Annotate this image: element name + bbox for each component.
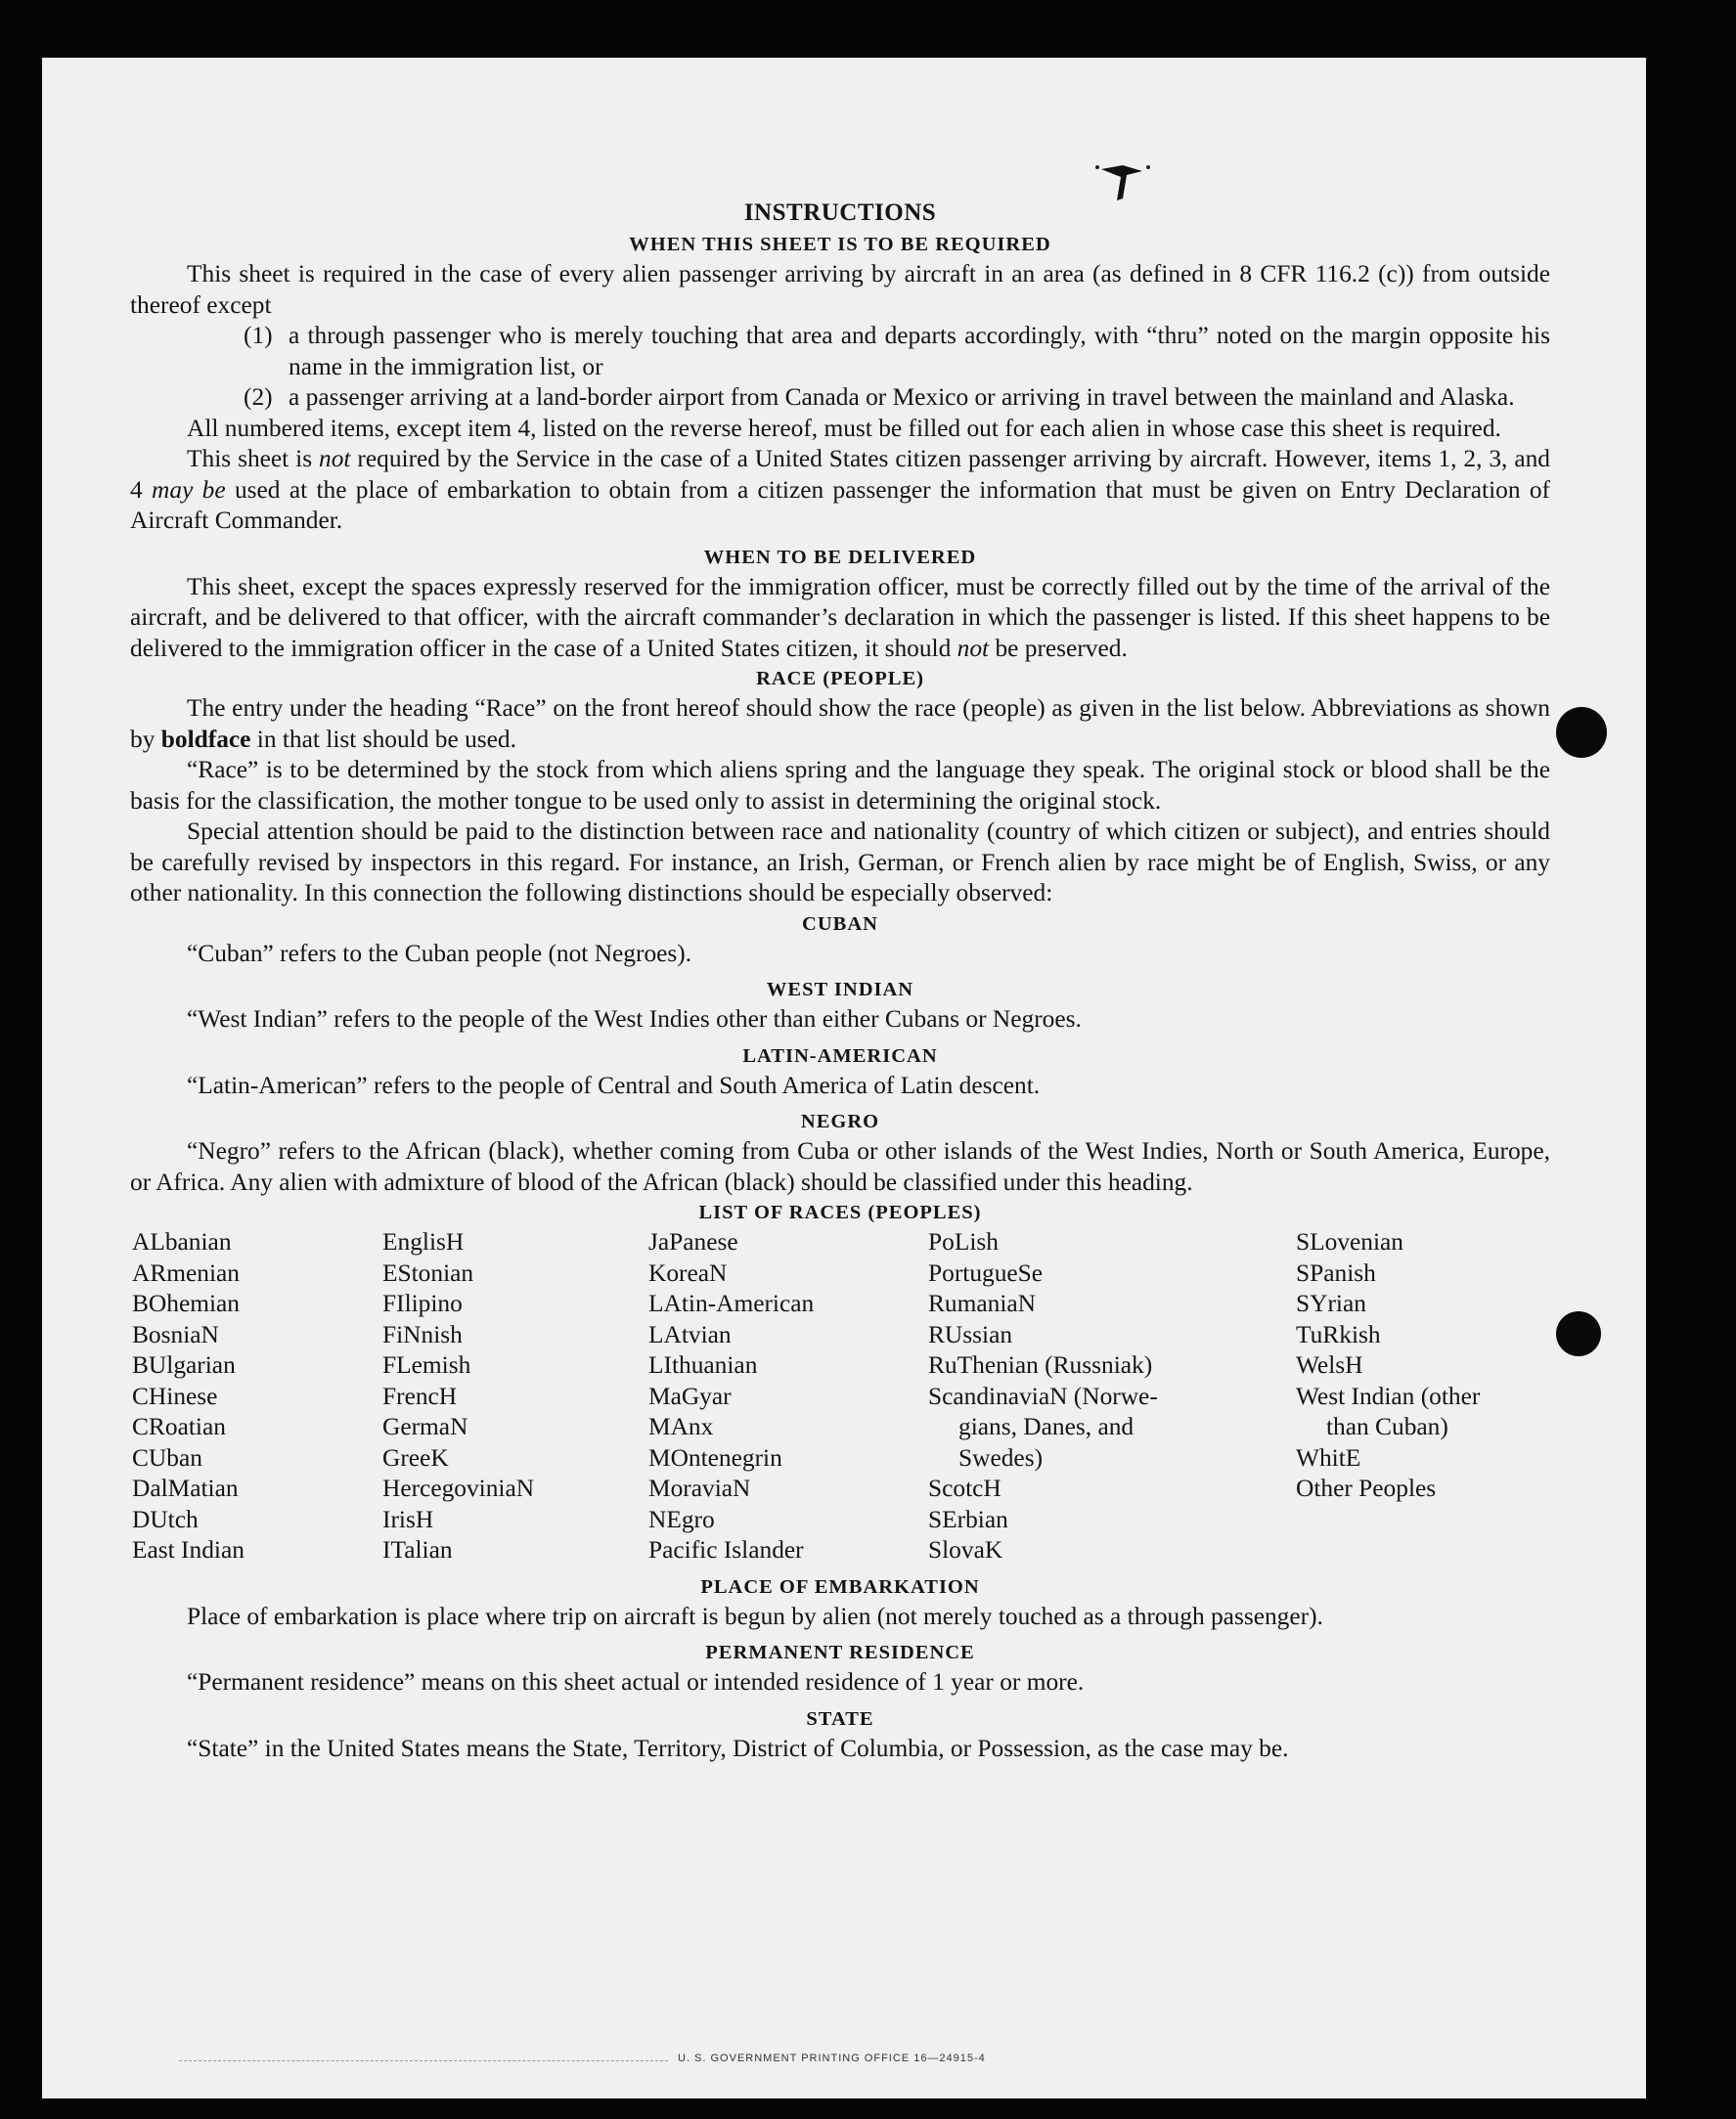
- paragraph: Special attention should be paid to the distinction between race and nationality (country of which citizen or subject), and entries should be carefully revised by inspectors in this regard. For instance, an Irish, German, or French alien by race might be of English, Swiss, or any other nationality. In this connection the following distinctions should be especially observed:: [130, 817, 1550, 906]
- race-entry: TuRkish: [1296, 1320, 1381, 1348]
- race-entry: West Indian (other: [1296, 1382, 1481, 1410]
- section-heading-delivered: WHEN TO BE DELIVERED: [703, 546, 977, 568]
- race-entry: CHinese: [132, 1382, 218, 1410]
- punch-hole-icon: [1556, 707, 1607, 758]
- race-entry: EStonian: [382, 1258, 474, 1287]
- race-entry: HercegoviniaN: [382, 1475, 535, 1502]
- paragraph: “State” in the United States means the State, Territory, District of Columbia, or Possession, as the case may be.: [187, 1734, 1289, 1762]
- document-sheet: [42, 58, 1646, 2098]
- race-entry: CUban: [132, 1443, 202, 1472]
- text-run: The entry under the heading “Race” on the front hereof should show the race (people) as given in the list below. Abbreviations as shown by: [130, 694, 1550, 753]
- races-column: [648, 1227, 928, 1567]
- section-heading-latin-american: LATIN-AMERICAN: [742, 1044, 938, 1067]
- race-entry: ARmenian: [132, 1258, 241, 1287]
- race-entry: PoLish: [928, 1228, 999, 1256]
- text-run-italic: not: [957, 634, 990, 662]
- paragraph: Place of embarkation is place where trip on aircraft is begun by alien (not merely touched as a through passenger).: [187, 1602, 1323, 1630]
- section-heading-negro: NEGRO: [800, 1111, 880, 1132]
- race-entry: DalMatian: [132, 1475, 239, 1502]
- race-entry: RumaniaN: [928, 1290, 1037, 1317]
- race-entry: FLemish: [382, 1351, 471, 1379]
- page-title: INSTRUCTIONS: [743, 199, 937, 226]
- race-entry: ScotcH: [928, 1475, 1002, 1502]
- race-entry: FrencH: [382, 1382, 458, 1410]
- item-number: (1): [244, 322, 273, 349]
- race-entry: JaPanese: [648, 1228, 738, 1256]
- race-entry: than Cuban): [1326, 1413, 1448, 1440]
- instructions-content: [130, 136, 1550, 1764]
- races-column: [928, 1227, 1220, 1567]
- race-entry: ITalian: [382, 1536, 453, 1564]
- race-entry: MAnx: [648, 1413, 714, 1440]
- paragraph: “Negro” refers to the African (black), whether coming from Cuba or other islands of the West Indies, North or South America, Europe, or Africa. Any alien with admixture of blood of the African (black) should be classified under this heading.: [130, 1137, 1550, 1196]
- race-entry: SLovenian: [1296, 1228, 1404, 1256]
- race-entry: EnglisH: [382, 1228, 465, 1256]
- race-entry: LAtin-American: [648, 1290, 815, 1317]
- race-entry: MOntenegrin: [648, 1443, 782, 1472]
- races-list: [130, 1227, 1550, 1567]
- paragraph: “Permanent residence” means on this sheet actual or intended residence of 1 year or more.: [187, 1668, 1085, 1696]
- race-entry: WelsH: [1296, 1351, 1363, 1379]
- footer-rule: [179, 2060, 668, 2061]
- list-item: [130, 382, 1550, 414]
- races-list-heading: LIST OF RACES (PEOPLES): [698, 1202, 982, 1223]
- item-text: a through passenger who is merely touching that area and departs accordingly, with “thru” noted on the margin opposite his name in the immigration list, or: [289, 322, 1550, 380]
- race-entry: ScandinaviaN (Norwe-: [928, 1382, 1158, 1410]
- text-run: in that list should be used.: [250, 725, 516, 753]
- races-column: [382, 1227, 648, 1567]
- race-entry: GermaN: [382, 1413, 468, 1440]
- section-heading-residence: PERMANENT RESIDENCE: [705, 1642, 975, 1663]
- race-entry: gians, Danes, and: [958, 1413, 1135, 1440]
- race-entry: BOhemian: [132, 1290, 241, 1317]
- text-run: be preserved.: [989, 634, 1128, 662]
- race-entry: East Indian: [132, 1536, 245, 1564]
- race-entry: CRoatian: [132, 1413, 226, 1440]
- section-heading-embarkation: PLACE OF EMBARKATION: [700, 1575, 980, 1598]
- text-run: used at the place of embarkation to obtain from a citizen passenger the information that must be given on Entry Declaration of Aircraft Commander.: [130, 475, 1550, 534]
- section-heading-state: STATE: [806, 1707, 874, 1730]
- text-run-bold: boldface: [160, 725, 251, 753]
- section-heading-west-indian: WEST INDIAN: [766, 979, 914, 1000]
- races-column: [130, 1227, 382, 1567]
- paragraph: All numbered items, except item 4, listed on the reverse hereof, must be filled out for each alien in whose case this sheet is required.: [187, 414, 1501, 442]
- list-item: [130, 321, 1550, 382]
- text-run: This sheet is: [187, 445, 320, 472]
- race-entry: BosniaN: [132, 1320, 219, 1348]
- race-entry: IrisH: [382, 1505, 434, 1533]
- race-entry: LIthuanian: [648, 1351, 758, 1379]
- race-entry: FIlipino: [382, 1290, 463, 1317]
- section-heading-required: WHEN THIS SHEET IS TO BE REQUIRED: [629, 234, 1051, 255]
- race-entry: KoreaN: [648, 1258, 728, 1287]
- race-entry: ALbanian: [132, 1228, 232, 1256]
- text-run-italic: may be: [152, 475, 226, 504]
- race-entry: SYrian: [1296, 1290, 1366, 1317]
- race-entry: MaGyar: [648, 1382, 732, 1410]
- section-heading-cuban: CUBAN: [802, 912, 878, 935]
- printer-imprint: U. S. GOVERNMENT PRINTING OFFICE 16—24915-4: [678, 2053, 986, 2064]
- race-entry: NEgro: [648, 1505, 715, 1533]
- paragraph: “Latin-American” refers to the people of Central and South America of Latin descent.: [187, 1071, 1041, 1099]
- paragraph: [130, 572, 1550, 665]
- paragraph: “West Indian” refers to the people of the West Indies other than either Cubans or Negroes.: [187, 1005, 1082, 1033]
- race-entry: RuThenian (Russniak): [928, 1351, 1153, 1379]
- race-entry: MoraviaN: [648, 1475, 751, 1502]
- race-entry: Swedes): [958, 1443, 1044, 1472]
- race-entry: PortugueSe: [928, 1258, 1044, 1287]
- paragraph: This sheet is required in the case of every alien passenger arriving by aircraft in an area (as defined in 8 CFR 116.2 (c)) from outside thereof except: [130, 260, 1550, 319]
- paragraph: [130, 444, 1550, 537]
- race-entry: RUssian: [928, 1320, 1013, 1348]
- item-number: (2): [244, 383, 273, 411]
- item-text: a passenger arriving at a land-border airport from Canada or Mexico or arriving in travel between the mainland and Alaska.: [289, 383, 1515, 411]
- text-run: required by the Service in the case of a United States citizen passenger arriving by aircraft. However, items 1, 2, 3, and 4: [130, 445, 1550, 504]
- race-entry: DUtch: [132, 1505, 199, 1533]
- paragraph: “Cuban” refers to the Cuban people (not Negroes).: [187, 939, 692, 967]
- text-run-italic: not: [319, 445, 351, 472]
- race-entry: SlovaK: [928, 1536, 1003, 1564]
- race-entry: SPanish: [1296, 1258, 1376, 1287]
- race-entry: LAtvian: [648, 1320, 732, 1348]
- race-entry: FiNnish: [382, 1320, 463, 1348]
- punch-hole-icon: [1556, 1311, 1601, 1356]
- race-entry: SErbian: [928, 1505, 1008, 1533]
- race-entry: BUlgarian: [132, 1351, 236, 1379]
- race-entry: WhitE: [1296, 1443, 1361, 1472]
- text-run: This sheet, except the spaces expressly reserved for the immigration officer, must be correctly filled out by the time of the arrival of the aircraft, and be delivered to that officer, with the aircraft commander’s declaration in which the passenger is listed. If this sheet happens to be delivered to the immigration officer in the case of a United States citizen, it should: [130, 572, 1550, 662]
- race-entry: Other Peoples: [1296, 1475, 1437, 1502]
- paragraph: [130, 693, 1550, 755]
- paragraph: “Race” is to be determined by the stock from which aliens spring and the language they speak. The original stock or blood shall be the basis for the classification, the mother tongue to be used only to assist in determining the original stock.: [130, 756, 1550, 815]
- races-column: [1220, 1227, 1550, 1567]
- section-heading-race: RACE (PEOPLE): [756, 668, 924, 689]
- race-entry: Pacific Islander: [648, 1536, 804, 1564]
- race-entry: GreeK: [382, 1443, 449, 1472]
